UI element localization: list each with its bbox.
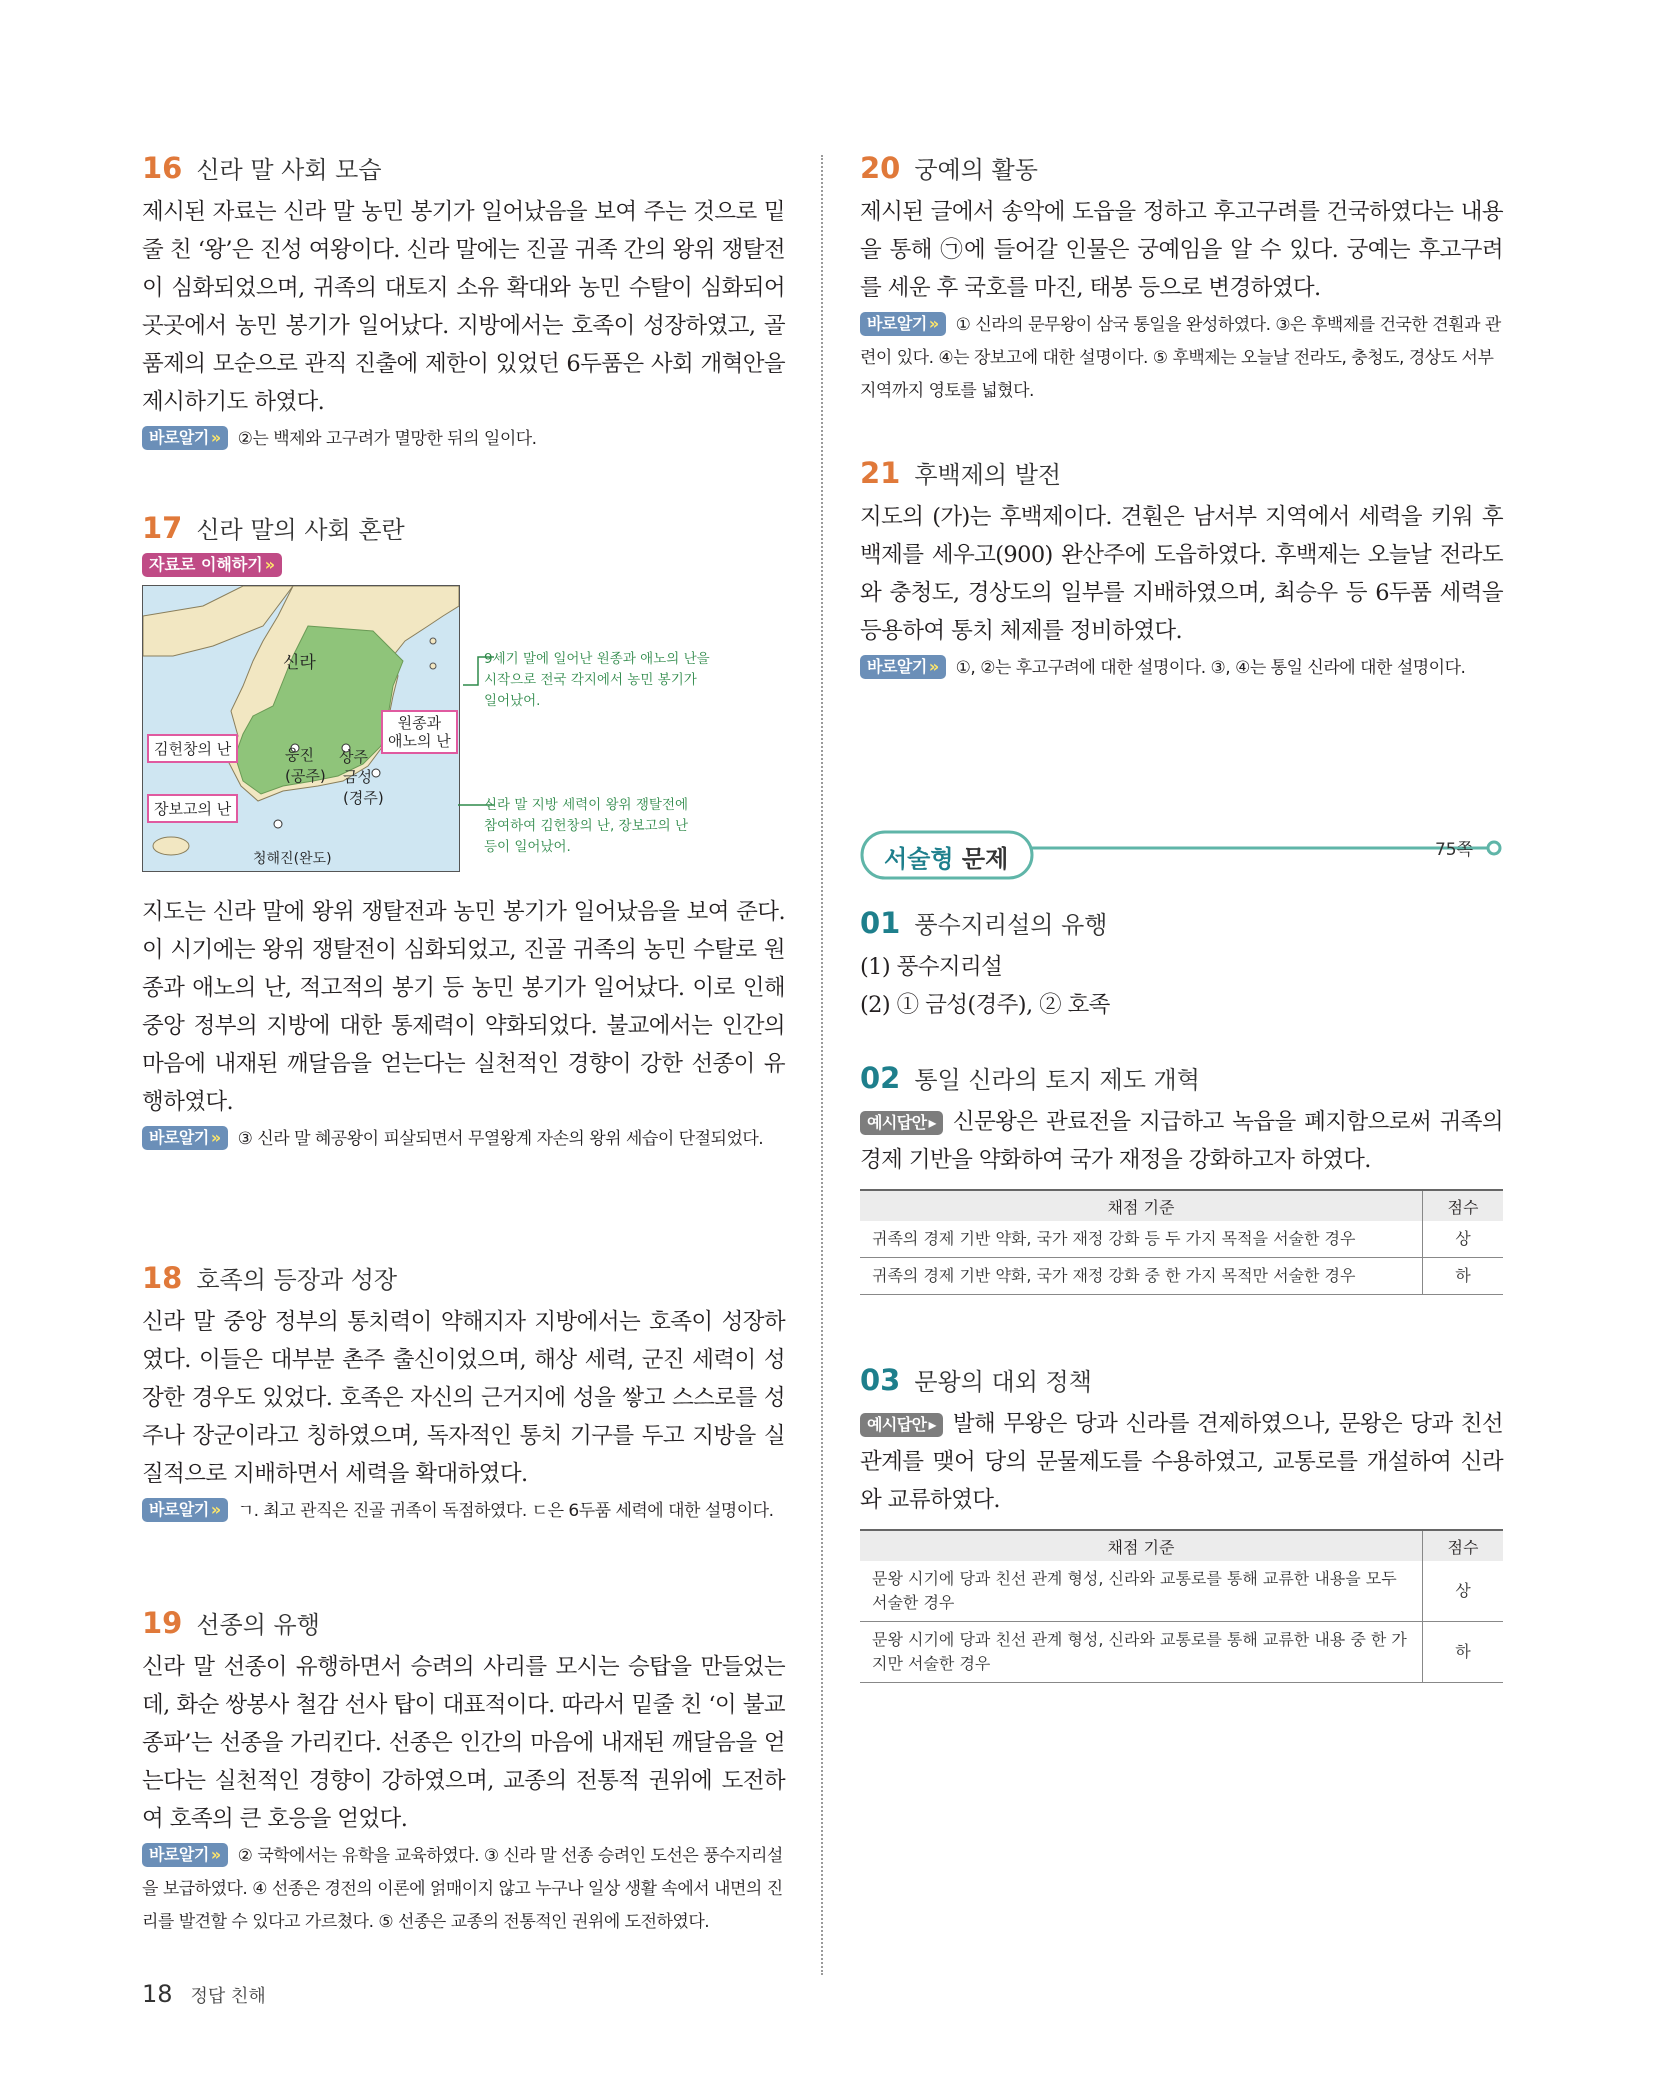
explanation-text: 지도의 (가)는 후백제이다. 견훤은 남서부 지역에서 세력을 키워 후백제를 세우고(900) 완산주에 도읍하였다. 후백제는 오늘날 전라도와 충청도, 경상도의 일부를 지배하였으며, 최승우 등 6두품 세력을 등용하여 통치 체제를 정비하였다. xyxy=(860,504,1503,644)
question-title: 선종의 유행 xyxy=(196,1611,320,1639)
correction-text: ① 신라의 문무왕이 삼국 통일을 완성하였다. ③은 후백제를 건국한 견훤과 관련이 있다. ④는 장보고에 대한 설명이다. ⑤ 후백제는 오늘날 전라도, 충청도, 경상도 서부 지역까지 영토를 넓혔다. xyxy=(860,315,1501,401)
correction-note xyxy=(860,652,1503,685)
map-city-sangju: 상주 xyxy=(339,748,368,766)
question-number: 17 xyxy=(142,511,183,545)
rubric-header: 채점 기준 xyxy=(860,1530,1423,1561)
correction-note xyxy=(142,1840,785,1939)
question-17 xyxy=(142,510,785,1156)
map-city-cheonghae: 청해진(완도) xyxy=(253,851,332,867)
explanation-text: 제시된 글에서 송악에 도읍을 정하고 후고구려를 건국하였다는 내용을 통해 ㉠에 들어갈 인물은 궁예임을 알 수 있다. 궁예는 후고구려를 세운 후 국호를 마진, 태봉 등으로 변경하였다. xyxy=(860,199,1503,301)
page-number: 18 xyxy=(142,1980,173,2008)
scoring-table xyxy=(860,1529,1503,1683)
question-title: 문왕의 대외 정책 xyxy=(914,1368,1092,1396)
answer-line-2: (2) ① 금성(경주), ② 호족 xyxy=(860,992,1110,1018)
footer-label: 정답 친해 xyxy=(190,1986,266,2007)
sample-answer-badge: 예시답안 ▸ xyxy=(860,1413,943,1437)
question-header xyxy=(860,905,1503,940)
score-header: 점수 xyxy=(1423,1530,1504,1561)
map-tag-kim: 김헌창의 난 xyxy=(147,734,238,763)
sample-answer-badge: 예시답안 ▸ xyxy=(860,1111,943,1135)
question-header xyxy=(860,455,1503,490)
question-title: 궁예의 활동 xyxy=(914,156,1038,184)
question-header xyxy=(142,150,785,185)
map-figure xyxy=(142,585,785,875)
correction-note xyxy=(860,309,1503,408)
question-title: 풍수지리설의 유행 xyxy=(914,911,1108,939)
map-city-ungjin: 웅진 (공주) xyxy=(285,746,326,785)
correction-text: ㄱ. 최고 관직은 진골 귀족이 독점하였다. ㄷ은 6두품 세력에 대한 설명이다. xyxy=(237,1501,774,1521)
explanation-text: 제시된 자료는 신라 말 농민 봉기가 일어났음을 보여 주는 것으로 밑줄 친 ‘왕’은 진성 여왕이다. 신라 말에는 진골 귀족 간의 왕위 쟁탈전이 심화되었으며, 귀족의 대토지 소유 확대와 농민 수탈이 심화되어 곳곳에서 농민 봉기가 일어났다. 지방에서는 호족이 성장하였고, 골품제의 모순으로 관직 진출에 제한이 있었던 6두품은 사회 개혁안을 제시하기도 하였다. xyxy=(142,199,785,415)
written-01 xyxy=(860,905,1503,1024)
correction-badge: 바로알기 » xyxy=(142,1843,228,1867)
question-18 xyxy=(142,1260,785,1528)
correction-text: ①, ②는 후고구려에 대한 설명이다. ③, ④는 통일 신라에 대한 설명이다. xyxy=(955,658,1466,678)
written-03 xyxy=(860,1362,1503,1683)
map-note-rebellion: 신라 말 지방 세력이 왕위 쟁탈전에 참여하여 김헌창의 난, 장보고의 난 등이 일어났어. xyxy=(484,797,689,855)
correction-text: ②는 백제와 고구려가 멸망한 뒤의 일이다. xyxy=(237,429,537,449)
correction-badge: 바로알기 » xyxy=(142,1498,228,1522)
question-20 xyxy=(860,150,1503,408)
question-title: 후백제의 발전 xyxy=(914,461,1062,489)
question-number: 03 xyxy=(860,1363,901,1397)
question-title: 통일 신라의 토지 제도 개혁 xyxy=(914,1066,1200,1094)
question-header xyxy=(860,150,1503,185)
table-row: 귀족의 경제 기반 약화, 국가 재정 강화 중 한 가지 목적만 서술한 경우 하 xyxy=(860,1258,1503,1295)
page-footer xyxy=(142,1980,266,2008)
question-number: 19 xyxy=(142,1606,183,1640)
question-21 xyxy=(860,455,1503,685)
answer-line-1: (1) 풍수지리설 xyxy=(860,954,1003,980)
question-number: 01 xyxy=(860,906,901,940)
correction-badge: 바로알기 » xyxy=(142,1126,228,1150)
map-note-peasant: 9세기 말에 일어난 원종과 애노의 난을 시작으로 전국 각지에서 농민 봉기가 일어났어. xyxy=(484,651,710,709)
question-header xyxy=(860,1362,1503,1397)
question-number: 21 xyxy=(860,456,901,490)
section-header xyxy=(860,830,1503,882)
question-16 xyxy=(142,150,785,456)
score-header: 점수 xyxy=(1423,1190,1504,1221)
map-city-geumseong: 금성 (경주) xyxy=(343,768,384,807)
table-row: 문왕 시기에 당과 친선 관계 형성, 신라와 교통로를 통해 교류한 내용을 모두 서술한 경우 상 xyxy=(860,1561,1503,1622)
map-tag-jang: 장보고의 난 xyxy=(147,794,238,823)
written-02 xyxy=(860,1060,1503,1295)
question-number: 18 xyxy=(142,1261,183,1295)
sample-answer: 예시답안 ▸ 신문왕은 관료전을 지급하고 녹읍을 폐지함으로써 귀족의 경제 기반을 약화하여 국가 재정을 강화하고자 하였다. xyxy=(860,1109,1503,1173)
question-number: 02 xyxy=(860,1061,901,1095)
korea-map xyxy=(142,585,460,872)
explanation-text: 지도는 신라 말에 왕위 쟁탈전과 농민 봉기가 일어났음을 보여 준다. 이 시기에는 왕위 쟁탈전이 심화되었고, 진골 귀족의 농민 수탈로 원종과 애노의 난, 적고적의 봉기 등 농민 봉기가 일어났다. 이로 인해 중앙 정부의 지방에 대한 통제력이 약화되었다. 불교에서는 인간의 마음에 내재된 깨달음을 얻는다는 실천적인 경향이 강한 선종이 유행하였다. xyxy=(142,899,785,1115)
rubric-header: 채점 기준 xyxy=(860,1190,1423,1221)
map-label-silla: 신라 xyxy=(283,653,316,673)
correction-text: ② 국학에서는 유학을 교육하였다. ③ 신라 말 선종 승려인 도선은 풍수지리설을 보급하였다. ④ 선종은 경전의 이론에 얽매이지 않고 누구나 일상 생활 속에서 내면의 진리를 발견할 수 있다고 가르쳤다. ⑤ 선종은 교종의 전통적인 권위에 도전하였다. xyxy=(142,1846,783,1932)
correction-text: ③ 신라 말 혜공왕이 피살되면서 무열왕계 자손의 왕위 세습이 단절되었다. xyxy=(237,1129,764,1149)
map-tag-won: 원종과 애노의 난 xyxy=(381,710,458,754)
correction-note xyxy=(142,423,785,456)
data-badge: 자료로 이해하기 » xyxy=(142,553,282,577)
correction-badge: 바로알기 » xyxy=(860,312,946,336)
section-title: 서술형 문제 xyxy=(884,845,1009,873)
column-divider xyxy=(821,155,823,1975)
question-header xyxy=(142,1260,785,1295)
table-row: 문왕 시기에 당과 친선 관계 형성, 신라와 교통로를 통해 교류한 내용 중 한 가지만 서술한 경우 하 xyxy=(860,1622,1503,1683)
explanation-text: 신라 말 중앙 정부의 통치력이 약해지자 지방에서는 호족이 성장하였다. 이들은 대부분 촌주 출신이었으며, 해상 세력, 군진 세력이 성장한 경우도 있었다. 호족은 자신의 근거지에 성을 쌓고 스스로를 성주나 장군이라고 칭하였으며, 독자적인 통치 기구를 두고 지방을 실질적으로 지배하면서 세력을 확대하였다. xyxy=(142,1309,785,1487)
section-page-ref: 75쪽 xyxy=(1434,840,1473,860)
question-header xyxy=(142,1605,785,1640)
sample-answer: 예시답안 ▸ 발해 무왕은 당과 신라를 견제하였으나, 문왕은 당과 친선 관계를 맺어 당의 문물제도를 수용하였고, 교통로를 개설하여 신라와 교류하였다. xyxy=(860,1411,1503,1513)
question-header xyxy=(142,510,785,545)
correction-badge: 바로알기 » xyxy=(860,655,946,679)
question-number: 20 xyxy=(860,151,901,185)
scoring-table xyxy=(860,1189,1503,1295)
question-title: 신라 말 사회 모습 xyxy=(196,156,382,184)
question-title: 신라 말의 사회 혼란 xyxy=(196,516,405,544)
correction-note xyxy=(142,1495,785,1528)
correction-note xyxy=(142,1123,785,1156)
correction-badge: 바로알기 » xyxy=(142,426,228,450)
question-number: 16 xyxy=(142,151,183,185)
question-title: 호족의 등장과 성장 xyxy=(196,1266,398,1294)
question-19 xyxy=(142,1605,785,1939)
question-header xyxy=(860,1060,1503,1095)
table-row: 귀족의 경제 기반 약화, 국가 재정 강화 등 두 가지 목적을 서술한 경우 상 xyxy=(860,1221,1503,1258)
explanation-text: 신라 말 선종이 유행하면서 승려의 사리를 모시는 승탑을 만들었는데, 화순 쌍봉사 철감 선사 탑이 대표적이다. 따라서 밑줄 친 ‘이 불교 종파’는 선종을 가리킨다. 선종은 인간의 마음에 내재된 깨달음을 얻는다는 실천적인 경향이 강하였으며, 교종의 전통적 권위에 도전하여 호족의 큰 호응을 얻었다. xyxy=(142,1654,785,1832)
